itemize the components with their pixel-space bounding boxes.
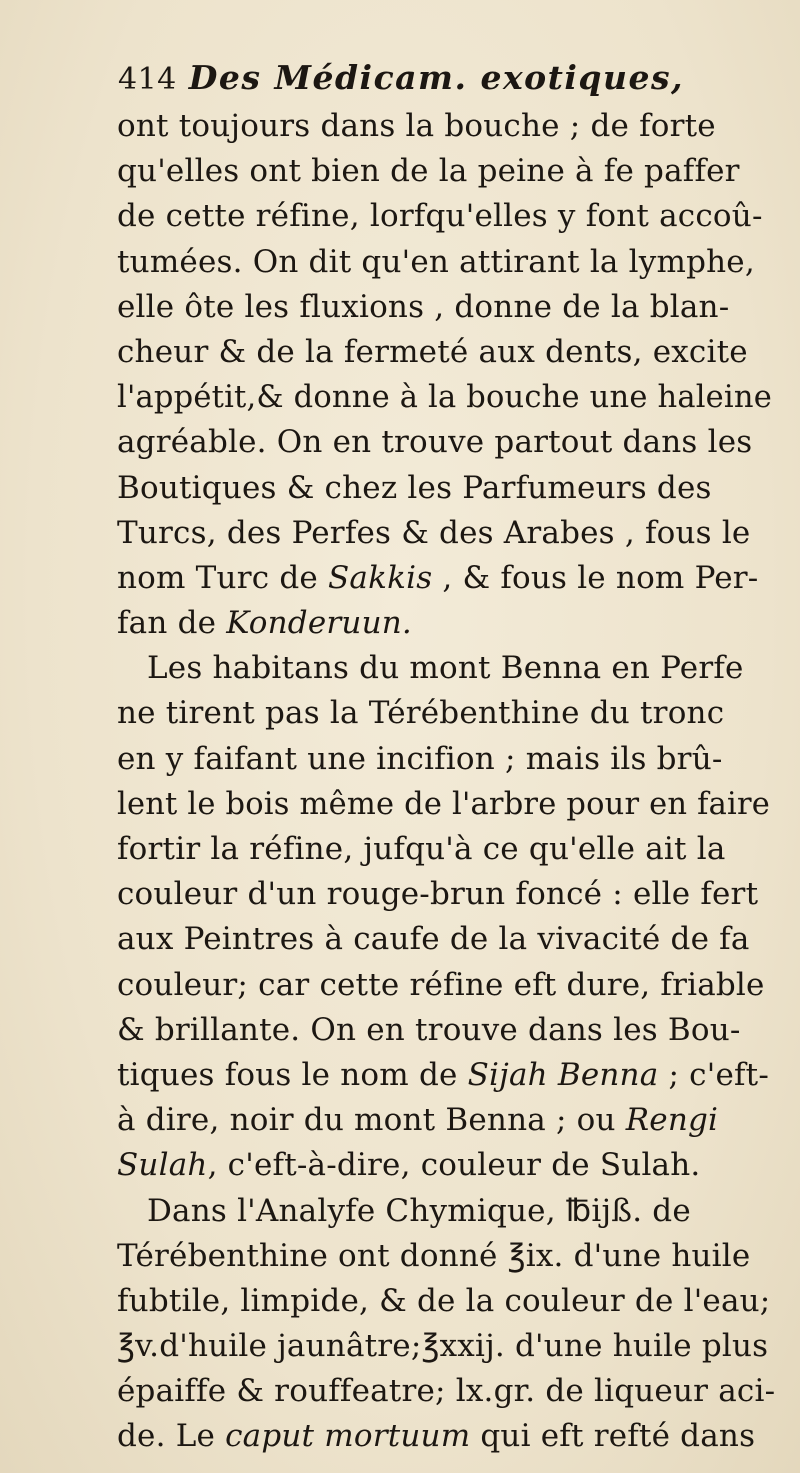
- text-segment: fortir la réfine, jufqu'à ce qu'elle ait la: [117, 831, 726, 867]
- running-title: Des Médicam. exotiques,: [188, 58, 685, 97]
- text-line: [117, 1098, 777, 1143]
- text-segment: nom Turc de: [117, 559, 328, 596]
- text-line: [117, 330, 777, 375]
- text-segment: ℥v.d'huile jaunâtre;℥xxij. d'une huile plus: [117, 1328, 769, 1365]
- text-segment: ; c'eft-: [658, 1056, 769, 1093]
- text-segment: l'appétit,& donne à la bouche une haleine: [117, 380, 772, 416]
- text-segment: couleur d'un rouge-brun foncé : elle fert: [117, 876, 759, 913]
- text-line: [117, 149, 777, 194]
- italic-term: caput mortuum: [225, 1418, 471, 1455]
- text-segment: Boutiques & chez les Parfumeurs des: [117, 469, 712, 506]
- text-segment: épaiffe & rouffeatre; lx.gr. de liqueur aci-: [117, 1373, 776, 1410]
- running-head: [118, 56, 718, 100]
- text-segment: , & fous le nom Per-: [432, 559, 759, 596]
- text-segment: lent le bois même de l'arbre pour en faire: [117, 786, 770, 822]
- text-segment: tiques fous le nom de: [117, 1056, 468, 1093]
- text-line: [117, 1053, 777, 1098]
- text-line: [117, 1189, 777, 1234]
- text-line: [117, 375, 777, 420]
- text-segment: ont toujours dans la bouche ; de forte: [117, 108, 716, 144]
- text-line: [117, 963, 777, 1008]
- text-line: [117, 240, 777, 285]
- text-line: [117, 1279, 777, 1324]
- italic-term: Konderuun.: [226, 605, 412, 642]
- text-line: [117, 827, 777, 872]
- text-segment: de. Le: [117, 1418, 226, 1455]
- text-segment: qui eft refté dans: [470, 1418, 756, 1455]
- text-line: [117, 420, 777, 465]
- italic-term: Rengi: [625, 1102, 719, 1139]
- text-line: [117, 1143, 777, 1188]
- text-segment: Dans l'Analyfe Chymique, ℔ijß. de: [147, 1192, 691, 1229]
- text-line: [117, 917, 777, 962]
- italic-term: Sijah Benna: [467, 1056, 659, 1093]
- text-line: [117, 1234, 777, 1279]
- text-line: [117, 1008, 777, 1053]
- text-line: [117, 466, 777, 511]
- text-line: [117, 737, 777, 782]
- text-line: [117, 782, 777, 827]
- text-line: [117, 872, 777, 917]
- text-segment: couleur; car cette réfine eft dure, friable: [117, 966, 765, 1003]
- text-segment: aux Peintres à caufe de la vivacité de fa: [117, 921, 750, 958]
- text-segment: Térébenthine ont donné ℥ix. d'une huile: [117, 1237, 751, 1274]
- text-segment: , c'eft-à-dire, couleur de Sulah.: [207, 1147, 701, 1184]
- text-segment: Les habitans du mont Benna en Perfe: [147, 650, 744, 687]
- text-segment: de cette réfine, lorfqu'elles y font accoû-: [117, 198, 763, 235]
- text-segment: fubtile, limpide, & de la couleur de l'eau;: [117, 1282, 771, 1319]
- text-line: [117, 285, 777, 330]
- text-segment: qu'elles ont bien de la peine à fe paffer: [117, 153, 740, 190]
- text-segment: & brillante. On en trouve dans les Bou-: [117, 1011, 741, 1048]
- text-line: [117, 556, 777, 601]
- text-line: [117, 104, 777, 149]
- text-line: [117, 601, 777, 646]
- text-line: [117, 1369, 777, 1414]
- text-segment: ne tirent pas la Térébenthine du tronc: [117, 695, 725, 732]
- text-segment: Turcs, des Perfes & des Arabes , fous le: [117, 514, 751, 551]
- text-segment: elle ôte les fluxions , donne de la blan-: [117, 288, 730, 325]
- text-segment: tumées. On dit qu'en attirant la lymphe,: [117, 243, 755, 280]
- text-segment: fan de: [117, 605, 227, 642]
- text-line: [117, 691, 777, 736]
- italic-term: Sulah: [117, 1147, 208, 1184]
- text-segment: cheur & de la fermeté aux dents, excite: [117, 333, 748, 370]
- text-segment: à dire, noir du mont Benna ; ou: [117, 1102, 626, 1139]
- text-segment: en y faifant une incifion ; mais ils brû-: [117, 740, 723, 777]
- text-line: [117, 511, 777, 556]
- text-segment: agréable. On en trouve partout dans les: [117, 424, 753, 461]
- text-line: [117, 646, 777, 691]
- page-number: 414: [118, 62, 177, 97]
- text-line: [117, 1324, 777, 1369]
- text-line: [117, 1414, 777, 1459]
- italic-term: Sakkis: [328, 559, 433, 596]
- body-text: [117, 104, 777, 1460]
- text-line: [117, 194, 777, 239]
